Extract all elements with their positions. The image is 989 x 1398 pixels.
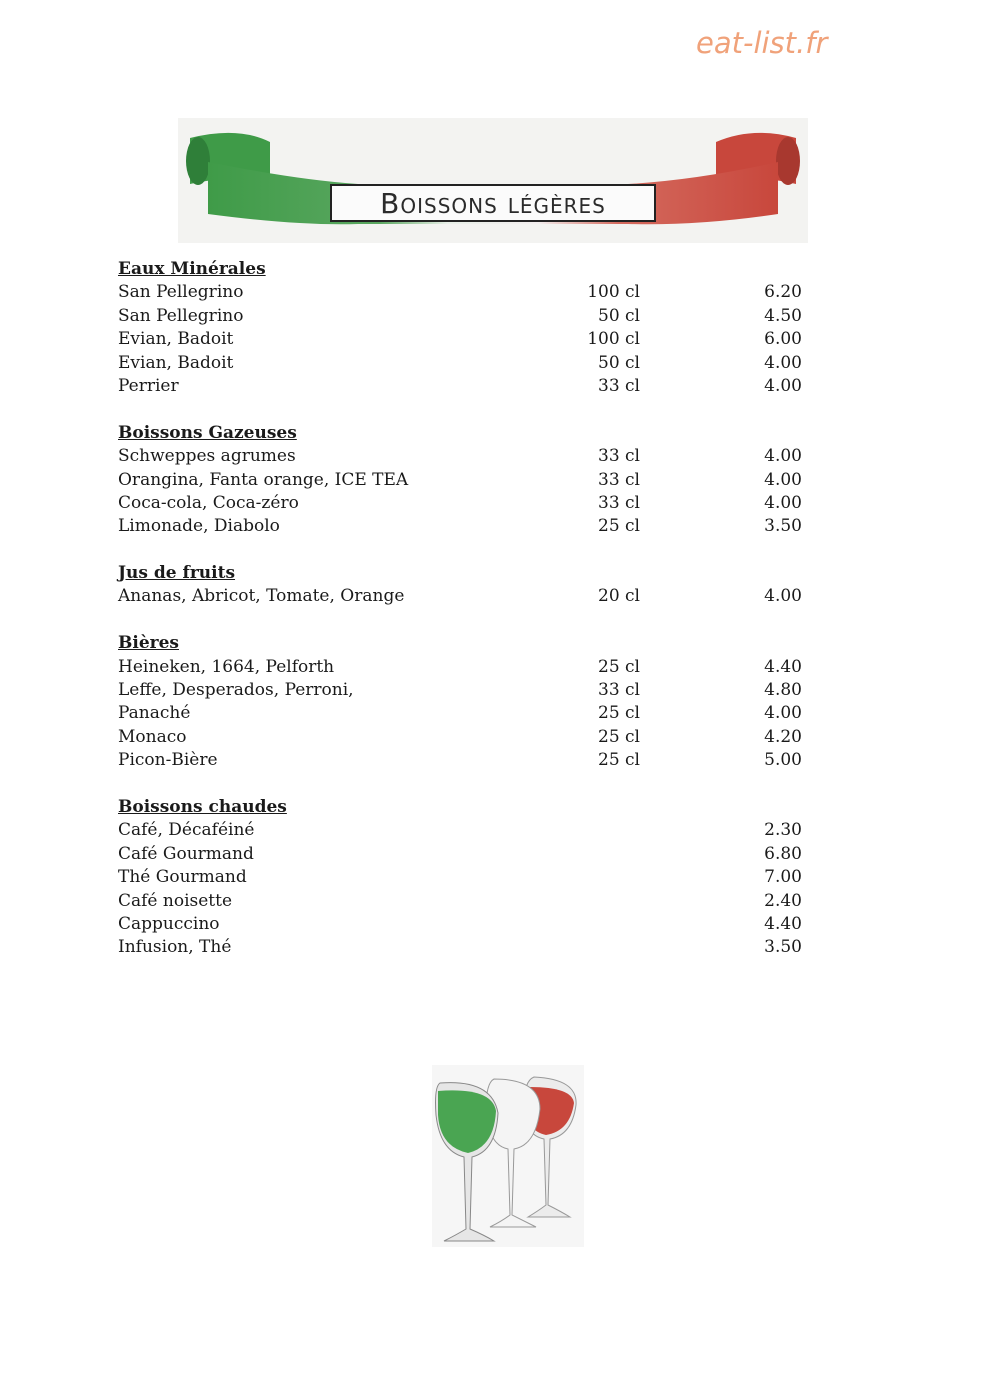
menu-item <box>118 352 808 375</box>
item-price: 7.00 <box>764 867 802 888</box>
menu-item <box>118 656 808 679</box>
menu-item <box>118 749 808 772</box>
item-size: 33 cl <box>598 492 640 513</box>
menu-item <box>118 585 808 608</box>
item-price: 5.00 <box>764 750 802 771</box>
item-size: 50 cl <box>598 305 640 326</box>
item-size: 100 cl <box>587 282 640 303</box>
item-name: Café noisette <box>118 890 233 911</box>
item-size <box>558 936 640 959</box>
menu-item <box>118 515 808 538</box>
menu-item <box>118 679 808 702</box>
section-title: Eaux Minérales <box>118 259 266 279</box>
section-title: Bières <box>118 633 179 654</box>
item-size: 25 cl <box>598 726 640 747</box>
item-price: 4.00 <box>764 586 802 607</box>
item-size <box>558 866 640 889</box>
item-price: 3.50 <box>764 937 802 958</box>
menu-item <box>118 445 808 468</box>
menu-item <box>118 305 808 328</box>
menu-item <box>118 726 808 749</box>
item-name: Evian, Badoit <box>118 352 234 373</box>
section-title: Jus de fruits <box>118 563 236 584</box>
ribbon-graphic <box>178 118 808 243</box>
item-name: Heineken, 1664, Pelforth <box>118 656 335 677</box>
menu-section <box>118 632 808 772</box>
item-name: Perrier <box>118 375 179 396</box>
item-price: 4.20 <box>764 726 802 747</box>
item-size <box>558 843 640 866</box>
item-name: Limonade, Diabolo <box>118 516 280 537</box>
menu-item <box>118 843 808 866</box>
item-price: 4.00 <box>764 469 802 490</box>
item-name: Orangina, Fanta orange, ICE TEA <box>118 469 409 490</box>
item-size: 33 cl <box>598 680 640 701</box>
item-size: 25 cl <box>598 516 640 537</box>
wine-glasses-image <box>432 1065 584 1247</box>
menu-item <box>118 702 808 725</box>
item-price: 4.50 <box>764 305 802 326</box>
item-size: 25 cl <box>598 656 640 677</box>
banner <box>178 118 808 243</box>
menu-item <box>118 936 808 959</box>
item-name: Picon-Bière <box>118 750 218 771</box>
menu-item <box>118 375 808 398</box>
item-price: 2.40 <box>764 890 802 911</box>
drinks-menu <box>118 258 808 983</box>
menu-section <box>118 258 808 398</box>
item-size: 33 cl <box>598 375 640 396</box>
item-price: 6.20 <box>764 282 802 303</box>
item-size: 33 cl <box>598 469 640 490</box>
item-price: 4.40 <box>764 656 802 677</box>
item-size: 33 cl <box>598 446 640 467</box>
item-size <box>558 819 640 842</box>
section-title: Boissons Gazeuses <box>118 422 297 443</box>
item-price: 4.40 <box>764 913 802 934</box>
item-size: 50 cl <box>598 352 640 373</box>
item-size: 25 cl <box>598 750 640 771</box>
menu-item <box>118 281 808 304</box>
banner-title: Boissons légères <box>330 184 656 222</box>
item-size: 25 cl <box>598 703 640 724</box>
item-name: San Pellegrino <box>118 282 244 303</box>
menu-item <box>118 469 808 492</box>
menu-item <box>118 328 808 351</box>
item-name: Schweppes agrumes <box>118 446 296 467</box>
item-price: 4.00 <box>764 352 802 373</box>
item-name: Panaché <box>118 703 191 724</box>
item-name: Café Gourmand <box>118 843 254 864</box>
section-title: Boissons chaudes <box>118 796 287 817</box>
menu-section <box>118 562 808 609</box>
item-price: 6.80 <box>764 843 802 864</box>
item-price: 4.00 <box>764 375 802 396</box>
item-name: Coca-cola, Coca-zéro <box>118 492 299 513</box>
item-size: 20 cl <box>598 586 640 607</box>
item-size: 100 cl <box>587 329 640 350</box>
menu-item <box>118 890 808 913</box>
menu-section <box>118 422 808 539</box>
item-price: 4.00 <box>764 703 802 724</box>
item-name: Ananas, Abricot, Tomate, Orange <box>118 586 405 607</box>
item-name: Thé Gourmand <box>118 867 247 888</box>
item-price: 4.80 <box>764 680 802 701</box>
item-size <box>558 890 640 913</box>
item-name: Cappuccino <box>118 913 220 934</box>
item-price: 6.00 <box>764 329 802 350</box>
item-price: 4.00 <box>764 446 802 467</box>
item-name: Monaco <box>118 726 187 747</box>
item-name: San Pellegrino <box>118 305 244 326</box>
item-price: 2.30 <box>764 820 802 841</box>
menu-item <box>118 819 808 842</box>
item-name: Leffe, Desperados, Perroni, <box>118 680 354 701</box>
menu-item <box>118 866 808 889</box>
menu-item <box>118 492 808 515</box>
item-name: Evian, Badoit <box>118 329 234 350</box>
item-price: 3.50 <box>764 516 802 537</box>
watermark: eat-list.fr <box>696 26 828 60</box>
item-price: 4.00 <box>764 492 802 513</box>
menu-item <box>118 913 808 936</box>
item-name: Café, Décaféiné <box>118 820 255 841</box>
menu-section <box>118 796 808 960</box>
item-name: Infusion, Thé <box>118 937 232 958</box>
item-size <box>558 913 640 936</box>
